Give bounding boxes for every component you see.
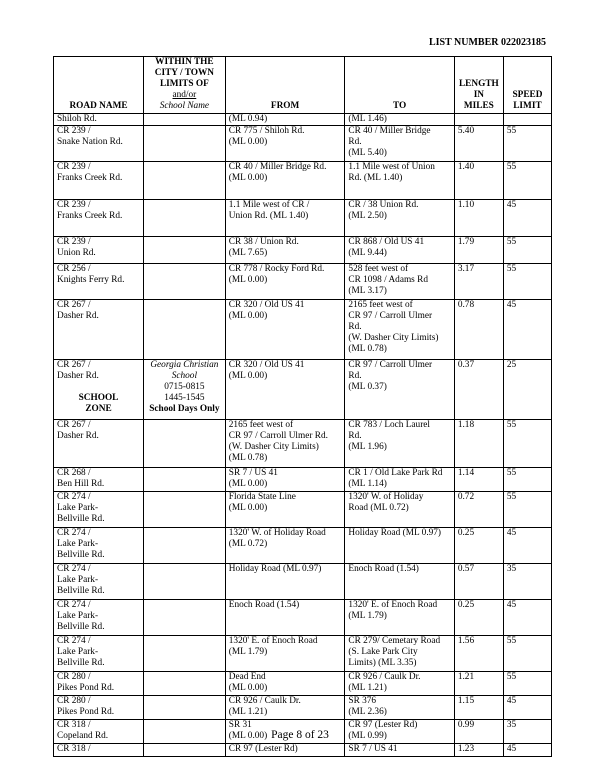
to-cell bbox=[345, 114, 454, 126]
cell-line: CR 256 / bbox=[57, 264, 91, 274]
speed-cell: 55 bbox=[503, 636, 551, 672]
cell-line: (ML 2.36) bbox=[348, 707, 387, 717]
speed-cell: 25 bbox=[503, 360, 551, 420]
cell-line: CR 267 / bbox=[57, 300, 91, 310]
cell-line: CR 239 / bbox=[57, 126, 91, 136]
length-cell: 1.18 bbox=[454, 420, 503, 468]
cell-line: (ML 1.79) bbox=[228, 647, 268, 657]
cell-line: CR 280 / bbox=[57, 672, 91, 682]
cell-line: 1.1 Mile west of Union bbox=[348, 162, 435, 172]
cell-line: 1320' W. of Holiday Road bbox=[228, 528, 326, 538]
within-cell bbox=[143, 564, 225, 600]
from-cell bbox=[225, 564, 345, 600]
cell-line: CR 274 / bbox=[57, 492, 91, 502]
cell-line: 2165 feet west of bbox=[348, 300, 413, 310]
within-line: 0715-0815 bbox=[164, 382, 205, 392]
to-cell bbox=[345, 600, 454, 636]
from-cell bbox=[225, 300, 345, 360]
speed-cell: 45 bbox=[503, 600, 551, 636]
table-row bbox=[54, 744, 552, 757]
table-row bbox=[54, 162, 552, 200]
within-cell bbox=[143, 264, 225, 300]
cell-line: Bellville Rd. bbox=[57, 622, 105, 632]
table-header-row bbox=[54, 57, 552, 114]
cell-line: (W. Dasher City Limits) bbox=[348, 333, 439, 343]
to-cell bbox=[345, 744, 454, 757]
cell-line: CR 97 / Carroll Ulmer bbox=[348, 360, 433, 370]
length-cell: 0.57 bbox=[454, 564, 503, 600]
cell-line: (ML 5.40) bbox=[348, 148, 387, 158]
school-zone-label: SCHOOL bbox=[78, 393, 119, 403]
road-name-cell bbox=[54, 200, 144, 237]
cell-line: Rd. bbox=[348, 431, 362, 441]
cell-line: (ML 0.78) bbox=[228, 453, 268, 463]
cell-line: 2165 feet west of bbox=[228, 420, 294, 430]
cell-line: Dead End bbox=[228, 672, 266, 682]
from-cell bbox=[225, 468, 345, 492]
road-name-cell bbox=[54, 672, 144, 696]
cell-line: Lake Park- bbox=[57, 575, 99, 585]
road-name-cell bbox=[54, 114, 144, 126]
cell-line: (W. Dasher City Limits) bbox=[228, 442, 319, 452]
cell-line: Snake Nation Rd. bbox=[57, 137, 123, 147]
speed-cell: 55 bbox=[503, 492, 551, 528]
cell-line: CR 1 / Old Lake Park Rd bbox=[348, 468, 443, 478]
cell-line: (ML 0.00) bbox=[228, 173, 268, 183]
cell-line: (ML 2.50) bbox=[348, 211, 387, 221]
table-row bbox=[54, 564, 552, 600]
cell-line: Florida State Line bbox=[228, 492, 296, 502]
within-cell bbox=[143, 114, 225, 126]
from-cell bbox=[225, 696, 345, 720]
length-cell: 1.79 bbox=[454, 237, 503, 264]
length-cell bbox=[454, 114, 503, 126]
cell-line: (S. Lake Park City bbox=[348, 647, 418, 657]
from-cell bbox=[225, 126, 345, 162]
road-name-cell bbox=[54, 696, 144, 720]
cell-line: Dasher Rd. bbox=[57, 431, 99, 441]
cell-line: Rd. (ML 1.40) bbox=[348, 173, 403, 183]
length-cell: 1.14 bbox=[454, 468, 503, 492]
cell-line: (ML 9.44) bbox=[348, 248, 387, 258]
road-name-cell bbox=[54, 300, 144, 360]
table-row bbox=[54, 672, 552, 696]
speed-cell: 45 bbox=[503, 696, 551, 720]
to-cell bbox=[345, 162, 454, 200]
speed-zone-table bbox=[53, 56, 552, 757]
within-line: 1445-1545 bbox=[164, 393, 205, 403]
length-cell: 0.37 bbox=[454, 360, 503, 420]
to-cell bbox=[345, 636, 454, 672]
cell-line: 1320' E. of Enoch Road bbox=[228, 636, 318, 646]
cell-line: Franks Creek Rd. bbox=[57, 211, 123, 221]
to-cell bbox=[345, 264, 454, 300]
road-name-cell bbox=[54, 237, 144, 264]
cell-line: Lake Park- bbox=[57, 539, 99, 549]
header-road-name: ROAD NAME bbox=[54, 57, 144, 114]
speed-cell: 55 bbox=[503, 237, 551, 264]
cell-line: (ML 3.17) bbox=[348, 286, 387, 296]
cell-line: Union Rd. (ML 1.40) bbox=[228, 211, 309, 221]
cell-line: Lake Park- bbox=[57, 503, 99, 513]
cell-line: (ML 1.46) bbox=[348, 114, 387, 124]
cell-line: (ML 0.00) bbox=[228, 137, 268, 147]
cell-line: Bellville Rd. bbox=[57, 658, 105, 668]
cell-line: CR 1098 / Adams Rd bbox=[348, 275, 428, 285]
road-name-cell bbox=[54, 492, 144, 528]
speed-cell bbox=[503, 114, 551, 126]
length-cell: 0.72 bbox=[454, 492, 503, 528]
to-cell bbox=[345, 200, 454, 237]
cell-line: Enoch Road (1.54) bbox=[348, 564, 419, 574]
cell-line: Franks Creek Rd. bbox=[57, 173, 123, 183]
from-cell bbox=[225, 114, 345, 126]
cell-line: Bellville Rd. bbox=[57, 550, 105, 560]
within-cell bbox=[143, 468, 225, 492]
cell-line: 1.1 Mile west of CR / bbox=[228, 200, 310, 210]
header-to: TO bbox=[345, 57, 454, 114]
within-cell bbox=[143, 492, 225, 528]
road-name-cell bbox=[54, 744, 144, 757]
cell-line: 1320' E. of Enoch Road bbox=[348, 600, 438, 610]
road-name-cell bbox=[54, 126, 144, 162]
speed-cell: 55 bbox=[503, 126, 551, 162]
header-from: FROM bbox=[225, 57, 345, 114]
cell-line: CR 239 / bbox=[57, 237, 91, 247]
speed-cell: 45 bbox=[503, 200, 551, 237]
cell-line: CR 239 / bbox=[57, 162, 91, 172]
school-zone-label: ZONE bbox=[85, 404, 112, 414]
cell-line: Pikes Pond Rd. bbox=[57, 683, 115, 693]
within-cell bbox=[143, 672, 225, 696]
cell-line: Rd. bbox=[348, 137, 362, 147]
to-cell bbox=[345, 696, 454, 720]
speed-cell: 45 bbox=[503, 300, 551, 360]
cell-line: (ML 0.94) bbox=[228, 114, 268, 124]
to-cell bbox=[345, 528, 454, 564]
cell-line: Rd. bbox=[348, 322, 362, 332]
cell-line: (ML 1.21) bbox=[348, 683, 387, 693]
within-cell bbox=[143, 200, 225, 237]
cell-line: CR 280 / bbox=[57, 696, 91, 706]
speed-cell: 45 bbox=[503, 528, 551, 564]
length-cell: 0.25 bbox=[454, 528, 503, 564]
header-length: LENGTH IN MILES bbox=[454, 57, 503, 114]
from-cell bbox=[225, 162, 345, 200]
road-name-cell bbox=[54, 636, 144, 672]
cell-line: Limits) (ML 3.35) bbox=[348, 658, 417, 668]
within-cell bbox=[143, 528, 225, 564]
to-cell bbox=[345, 564, 454, 600]
length-cell: 1.23 bbox=[454, 744, 503, 757]
cell-line: Lake Park- bbox=[57, 611, 99, 621]
cell-line: (ML 1.14) bbox=[348, 479, 387, 489]
cell-line: CR 268 / bbox=[57, 468, 91, 478]
length-cell: 3.17 bbox=[454, 264, 503, 300]
from-cell bbox=[225, 360, 345, 420]
table-body bbox=[54, 114, 552, 757]
cell-line: CR 279/ Cemetary Road bbox=[348, 636, 441, 646]
within-cell bbox=[143, 360, 225, 420]
table-row bbox=[54, 237, 552, 264]
cell-line: Holiday Road (ML 0.97) bbox=[348, 528, 442, 538]
cell-line: (ML 0.99) bbox=[348, 731, 387, 741]
from-cell bbox=[225, 420, 345, 468]
cell-line: CR 320 / Old US 41 bbox=[228, 300, 305, 310]
cell-line: (ML 0.00) bbox=[228, 371, 268, 381]
to-cell bbox=[345, 360, 454, 420]
speed-cell: 35 bbox=[503, 720, 551, 744]
cell-line: CR 775 / Shiloh Rd. bbox=[228, 126, 305, 136]
length-cell: 1.21 bbox=[454, 672, 503, 696]
from-cell bbox=[225, 200, 345, 237]
speed-cell: 35 bbox=[503, 564, 551, 600]
within-cell bbox=[143, 300, 225, 360]
table-row bbox=[54, 636, 552, 672]
to-cell bbox=[345, 300, 454, 360]
cell-line: (ML 0.00) bbox=[228, 275, 268, 285]
cell-line: CR 926 / Caulk Dr. bbox=[228, 696, 301, 706]
cell-line: Shiloh Rd. bbox=[57, 114, 97, 124]
cell-line: CR 97 (Lester Rd) bbox=[228, 744, 298, 754]
header-speed: SPEED LIMIT bbox=[503, 57, 551, 114]
length-cell: 0.78 bbox=[454, 300, 503, 360]
within-cell bbox=[143, 237, 225, 264]
speed-cell: 45 bbox=[503, 744, 551, 757]
from-cell bbox=[225, 492, 345, 528]
cell-line: CR 318 / bbox=[57, 744, 91, 754]
length-cell: 1.15 bbox=[454, 696, 503, 720]
length-cell: 0.99 bbox=[454, 720, 503, 744]
to-cell bbox=[345, 420, 454, 468]
cell-line: CR 318 / bbox=[57, 720, 91, 730]
cell-line: Pikes Pond Rd. bbox=[57, 707, 115, 717]
cell-line: CR 783 / Loch Laurel bbox=[348, 420, 431, 430]
cell-line: (ML 0.00) bbox=[228, 731, 268, 741]
cell-line: (ML 0.00) bbox=[228, 311, 268, 321]
to-cell bbox=[345, 672, 454, 696]
speed-cell: 55 bbox=[503, 468, 551, 492]
cell-line: SR 7 / US 41 bbox=[228, 468, 278, 478]
cell-line: Enoch Road (1.54) bbox=[228, 600, 300, 610]
cell-line: CR 97 / Carroll Ulmer bbox=[348, 311, 433, 321]
table-row bbox=[54, 126, 552, 162]
from-cell bbox=[225, 600, 345, 636]
page-number: Page 8 of 23 bbox=[271, 729, 329, 741]
length-cell: 1.40 bbox=[454, 162, 503, 200]
header-within: WITHIN THE CITY / TOWN LIMITS OF and/or School Name bbox=[143, 57, 225, 114]
cell-line: CR / 38 Union Rd. bbox=[348, 200, 419, 210]
cell-line: (ML 0.00) bbox=[228, 479, 268, 489]
from-cell bbox=[225, 744, 345, 757]
within-cell bbox=[143, 696, 225, 720]
speed-cell: 55 bbox=[503, 162, 551, 200]
cell-line: Knights Ferry Rd. bbox=[57, 275, 125, 285]
within-cell bbox=[143, 744, 225, 757]
within-line: Georgia Christian bbox=[150, 360, 219, 370]
list-number: LIST NUMBER 022023185 bbox=[428, 37, 546, 48]
cell-line: CR 274 / bbox=[57, 636, 91, 646]
road-name-cell bbox=[54, 162, 144, 200]
table-row bbox=[54, 300, 552, 360]
cell-line: CR 274 / bbox=[57, 600, 91, 610]
to-cell bbox=[345, 126, 454, 162]
cell-line: (ML 0.78) bbox=[348, 344, 387, 354]
cell-line: CR 274 / bbox=[57, 564, 91, 574]
cell-line: Union Rd. bbox=[57, 248, 96, 258]
cell-line: SR 7 / US 41 bbox=[348, 744, 398, 754]
cell-line: CR 40 / Miller Bridge bbox=[348, 126, 431, 136]
cell-line: Road (ML 0.72) bbox=[348, 503, 409, 513]
cell-line: Ben Hill Rd. bbox=[57, 479, 105, 489]
table-row bbox=[54, 600, 552, 636]
from-cell bbox=[225, 264, 345, 300]
cell-line: (ML 0.00) bbox=[228, 503, 268, 513]
speed-cell: 55 bbox=[503, 264, 551, 300]
cell-line: (ML 1.96) bbox=[348, 442, 387, 452]
to-cell bbox=[345, 468, 454, 492]
cell-line: CR 38 / Union Rd. bbox=[228, 237, 299, 247]
cell-line: SR 31 bbox=[228, 720, 252, 730]
within-cell bbox=[143, 126, 225, 162]
cell-line: Holiday Road (ML 0.97) bbox=[228, 564, 322, 574]
length-cell: 0.25 bbox=[454, 600, 503, 636]
cell-line: (ML 0.00) bbox=[228, 683, 268, 693]
table-row bbox=[54, 696, 552, 720]
cell-line: Bellville Rd. bbox=[57, 586, 105, 596]
road-name-cell bbox=[54, 564, 144, 600]
table-row bbox=[54, 492, 552, 528]
cell-line: Bellville Rd. bbox=[57, 514, 105, 524]
cell-line: CR 274 / bbox=[57, 528, 91, 538]
to-cell bbox=[345, 237, 454, 264]
cell-line: Copeland Rd. bbox=[57, 731, 109, 741]
within-cell bbox=[143, 600, 225, 636]
cell-line: SR 376 bbox=[348, 696, 377, 706]
road-name-cell bbox=[54, 600, 144, 636]
cell-line: Dasher Rd. bbox=[57, 311, 99, 321]
cell-line: (ML 1.79) bbox=[348, 611, 387, 621]
within-cell bbox=[143, 162, 225, 200]
within-line: School bbox=[171, 371, 198, 381]
cell-line: CR 267 / bbox=[57, 420, 91, 430]
road-name-cell bbox=[54, 264, 144, 300]
table-row bbox=[54, 360, 552, 420]
road-name-cell bbox=[54, 468, 144, 492]
table-row bbox=[54, 528, 552, 564]
cell-line: CR 868 / Old US 41 bbox=[348, 237, 425, 247]
length-cell: 1.10 bbox=[454, 200, 503, 237]
table-row bbox=[54, 264, 552, 300]
table-row bbox=[54, 468, 552, 492]
cell-line: CR 267 / bbox=[57, 360, 91, 370]
cell-line: (ML 0.72) bbox=[228, 539, 268, 549]
length-cell: 1.56 bbox=[454, 636, 503, 672]
road-name-cell bbox=[54, 360, 144, 420]
road-name-cell bbox=[54, 420, 144, 468]
length-cell: 5.40 bbox=[454, 126, 503, 162]
speed-cell: 55 bbox=[503, 672, 551, 696]
cell-line: CR 239 / bbox=[57, 200, 91, 210]
within-cell bbox=[143, 420, 225, 468]
cell-line: (ML 7.65) bbox=[228, 248, 268, 258]
cell-line: Dasher Rd. bbox=[57, 371, 99, 381]
cell-line: CR 320 / Old US 41 bbox=[228, 360, 305, 370]
cell-line: CR 40 / Miller Bridge Rd. bbox=[228, 162, 327, 172]
from-cell bbox=[225, 237, 345, 264]
road-name-cell bbox=[54, 528, 144, 564]
table-row bbox=[54, 200, 552, 237]
table-row bbox=[54, 114, 552, 126]
cell-line: Lake Park- bbox=[57, 647, 99, 657]
cell-line: CR 926 / Caulk Dr. bbox=[348, 672, 421, 682]
cell-line: 1320' W. of Holiday bbox=[348, 492, 424, 502]
cell-line: 528 feet west of bbox=[348, 264, 409, 274]
cell-line: (ML 0.37) bbox=[348, 382, 387, 392]
speed-cell: 55 bbox=[503, 420, 551, 468]
from-cell bbox=[225, 636, 345, 672]
cell-line: Rd. bbox=[348, 371, 362, 381]
table-row bbox=[54, 420, 552, 468]
to-cell bbox=[345, 492, 454, 528]
cell-line: (ML 1.21) bbox=[228, 707, 268, 717]
cell-line: CR 778 / Rocky Ford Rd. bbox=[228, 264, 325, 274]
within-cell bbox=[143, 636, 225, 672]
cell-line: CR 97 (Lester Rd) bbox=[348, 720, 418, 730]
from-cell bbox=[225, 528, 345, 564]
from-cell bbox=[225, 672, 345, 696]
school-days-label: School Days Only bbox=[149, 404, 220, 414]
cell-line: CR 97 / Carroll Ulmer Rd. bbox=[228, 431, 328, 441]
